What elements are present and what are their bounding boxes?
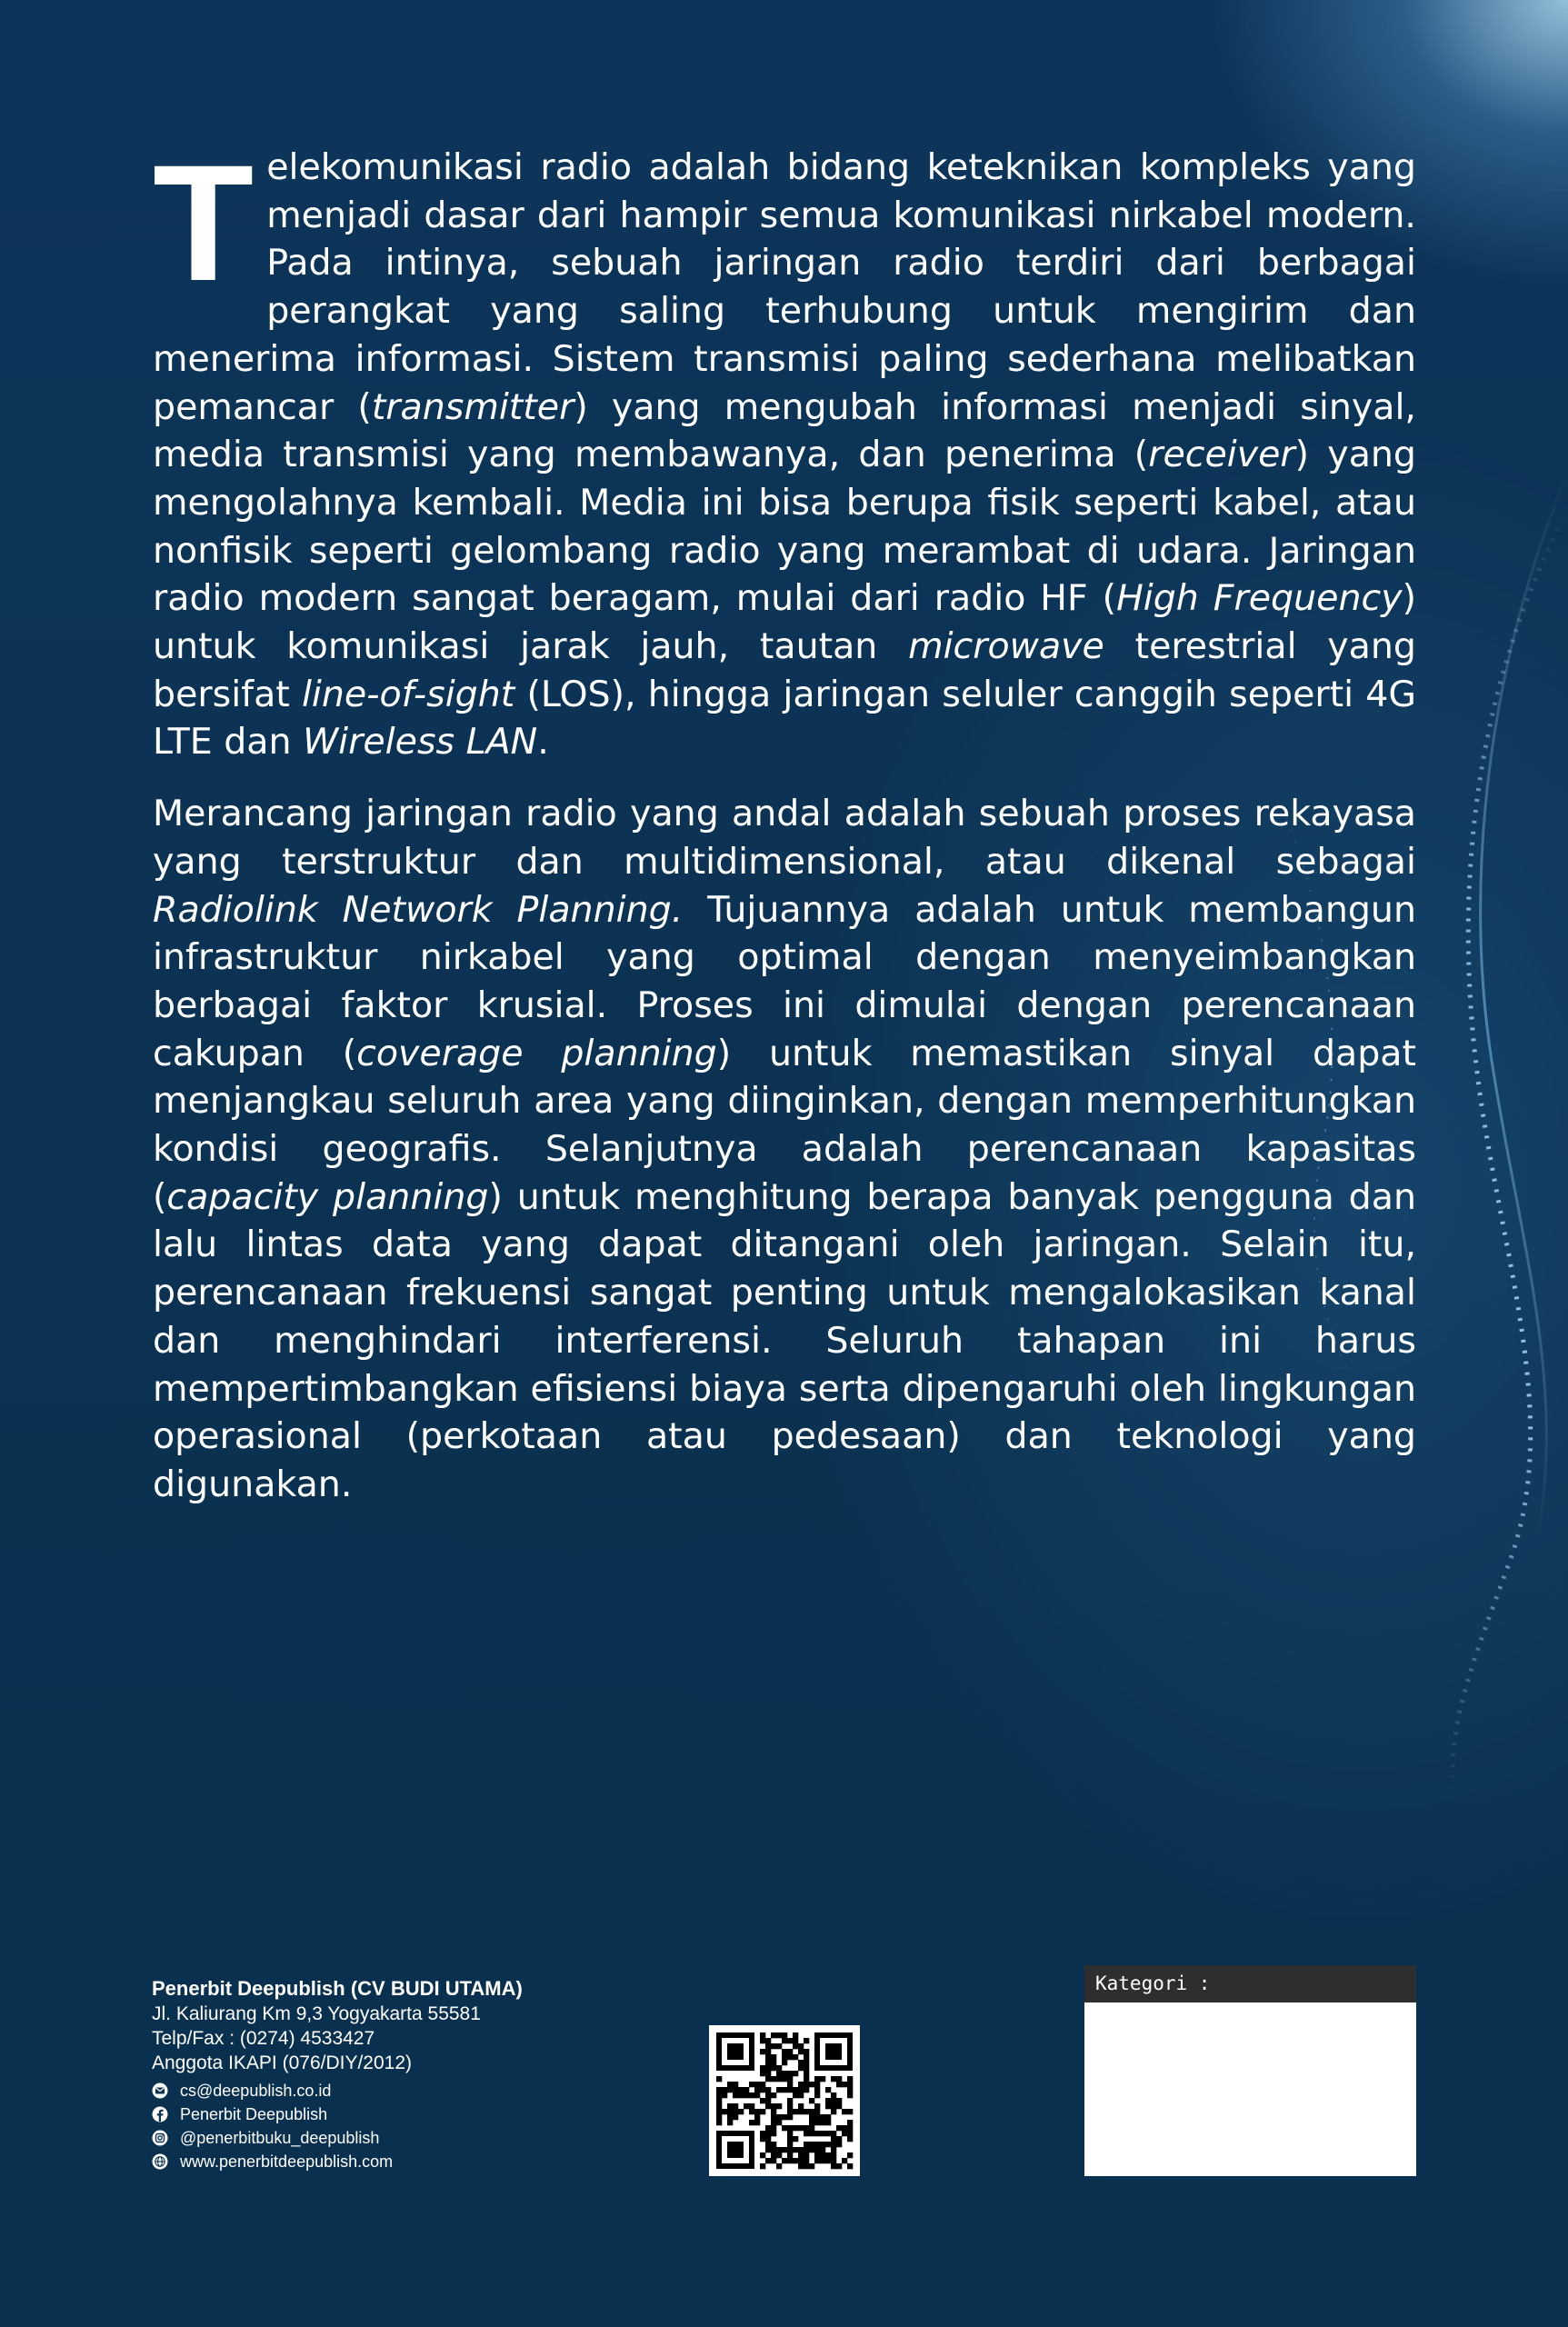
qr-code-icon — [709, 2025, 860, 2176]
italic-term: line-of-sight — [301, 673, 515, 715]
text-run: Tujuannya adalah untuk membangun infrastruktur nirkabel yang optimal dengan menyeimbangkan berbagai faktor krusial. Proses ini dimulai dengan perencanaan cakupan ( — [153, 888, 1416, 1074]
text-run: elekomunikasi radio adalah bidang keteknikan kompleks yang menjadi dasar dari hampir semua komunikasi nirkabel modern. Pada intinya, sebuah jaringan radio terdiri dari berbagai perangkat yang saling terhubung untuk mengirim dan menerima informasi. Sistem transmisi paling sederhana melibatkan pemancar ( — [153, 146, 1416, 428]
text-run: (LOS), hingga jaringan seluler canggih seperti 4G LTE dan — [153, 673, 1416, 764]
italic-term: capacity planning — [166, 1175, 489, 1218]
publisher-name: Penerbit Deepublish (CV BUDI UTAMA) — [152, 1977, 523, 2000]
kategori-label: Kategori : — [1084, 1965, 1416, 2002]
contact-website-text: www.penerbitdeepublish.com — [180, 2152, 394, 2171]
paragraph-1-text — [153, 130, 1417, 764]
text-run: Merancang jaringan radio yang andal adalah sebuah proses rekayasa yang terstruktur dan multidimensional, atau dikenal sebagai — [153, 793, 1416, 883]
instagram-icon — [152, 2130, 168, 2146]
qr-code[interactable] — [709, 2025, 860, 2176]
contact-email[interactable] — [152, 2079, 523, 2102]
italic-term: microwave — [908, 625, 1104, 668]
contact-instagram[interactable] — [152, 2126, 523, 2150]
italic-term: Radiolink Network Planning. — [153, 888, 684, 931]
globe-icon — [152, 2153, 168, 2170]
publisher-phone: Telp/Fax : (0274) 4533427 — [152, 2028, 375, 2049]
italic-term: Wireless LAN — [303, 721, 538, 764]
italic-term: coverage planning — [356, 1032, 717, 1074]
publisher-info — [152, 1976, 523, 2173]
paragraph-2 — [153, 790, 1416, 1509]
text-run: . — [537, 721, 549, 764]
contact-facebook-text: Penerbit Deepublish — [180, 2105, 328, 2123]
text-run: ) yang mengubah informasi menjadi sinyal, media transmisi yang membawanya, dan penerima ( — [153, 385, 1416, 476]
cover-description — [153, 130, 1417, 1509]
paragraph-1 — [153, 130, 1417, 766]
italic-term: transmitter — [371, 385, 574, 428]
text-run: ) untuk menghitung berapa banyak pengguna dan lalu lintas data yang dapat ditangani oleh jaringan. Selain itu, perencanaan frekuensi sangat penting untuk mengalokasikan kanal dan menghindari interferensi. Seluruh tahapan ini harus mempertimbangkan efisiensi biaya serta dipengaruhi oleh lingkungan operasional (perkotaan atau pedesaan) dan teknologi yang digunakan. — [153, 1175, 1416, 1505]
text-run: ) yang mengolahnya kembali. Media ini bisa berupa fisik seperti kabel, atau nonfisik seperti gelombang radio yang merambat di udara. Jaringan radio modern sangat beragam, mulai dari radio HF ( — [153, 434, 1417, 620]
text-run: terestrial yang bersifat — [153, 625, 1416, 715]
dropcap-letter: T — [153, 130, 255, 315]
publisher-ikapi: Anggota IKAPI (076/DIY/2012) — [152, 2052, 413, 2073]
contact-email-text: cs@deepublish.co.id — [180, 2082, 332, 2100]
italic-term: High Frequency — [1116, 577, 1403, 620]
contact-list — [152, 2079, 523, 2173]
publisher-address: Jl. Kaliurang Km 9,3 Yogyakarta 55581 — [152, 2003, 481, 2024]
text-run: ) untuk komunikasi jarak jauh, tautan — [153, 577, 1416, 668]
contact-facebook[interactable] — [152, 2102, 523, 2126]
contact-instagram-text: @penerbitbuku_deepublish — [180, 2129, 380, 2147]
kategori-box — [1084, 1965, 1416, 2176]
paragraph-2-text — [153, 793, 1416, 1505]
contact-website[interactable] — [152, 2150, 523, 2173]
email-icon — [152, 2082, 168, 2099]
text-run: ) untuk memastikan sinyal dapat menjangkau seluruh area yang diinginkan, dengan memperhitungkan kondisi geografis. Selanjutnya adalah perencanaan kapasitas ( — [153, 1032, 1416, 1218]
italic-term: receiver — [1148, 434, 1295, 476]
facebook-icon — [152, 2106, 168, 2122]
